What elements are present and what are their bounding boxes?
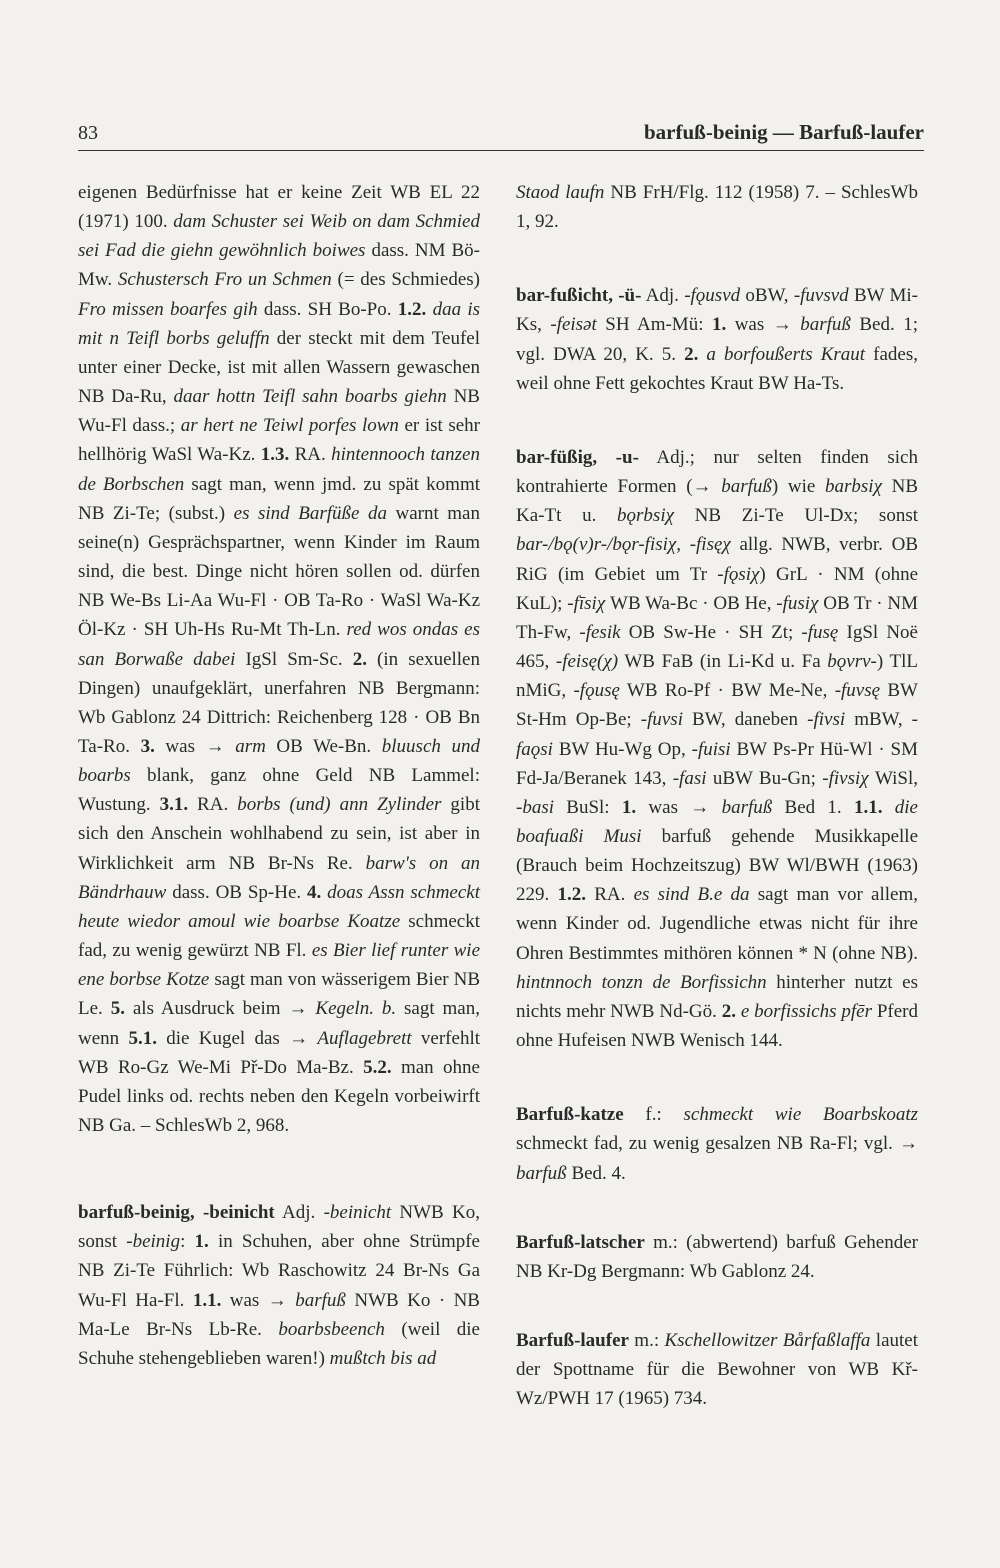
sense-number: 1.1. xyxy=(192,1289,222,1311)
text-run: oBW, xyxy=(740,285,794,307)
page-header xyxy=(78,120,924,151)
italic-run: -fuvsi xyxy=(640,709,683,731)
text-run: OB Sw-He · SH Zt; xyxy=(620,621,802,643)
text-run: er ist sehr hellhörig WaSl Wa-Kz. xyxy=(78,415,480,466)
sense-number: 3. xyxy=(140,735,155,757)
italic-run: Fro missen boarfes gih xyxy=(78,298,258,320)
italic-run: -fīsiχ xyxy=(567,592,606,614)
text-run: dass. OB Sp-He. xyxy=(166,881,308,903)
text-run: NB FrH/Flg. 112 (1958) 7. – SchlesWb 1, 92. xyxy=(516,182,918,233)
italic-run: dam Schuster sei Weib on dam Schmied sei Fad die giehn gewöhnlich boiwes xyxy=(78,211,480,262)
italic-run: barfuß xyxy=(721,476,772,498)
sense-number: 1.3. xyxy=(260,444,290,466)
italic-run: mußtch bis ad xyxy=(329,1347,437,1369)
italic-run: -fǫusę xyxy=(573,680,620,702)
italic-run: -beinig xyxy=(126,1231,181,1253)
text-run: Adj. xyxy=(274,1202,324,1224)
text-run: NWB Ko, sonst xyxy=(78,1202,480,1253)
text-run: was → xyxy=(726,314,801,336)
sense-number: 5.1. xyxy=(128,1027,157,1049)
italic-run: red wos ondas es san Borwaße dabei xyxy=(78,619,480,670)
text-run: warnt man seine(n) Gesprächspartner, wenn Kinder im Raum sind, die best. Dinge nicht hören sollen od. dürfen NB We-Bs Li-Aa Wu-Fl · OB Ta-Ro · WaSl Wa-Kz Öl-Kz · SH Uh-Hs Ru-Mt Th-Ln. xyxy=(78,502,480,641)
entry-continuation-right xyxy=(516,178,918,236)
entry-barfuss-latscher xyxy=(516,1228,918,1286)
italic-run: es Bier lief runter wie ene borbse Kotze xyxy=(78,940,480,991)
text-run: Bed. 1; vgl. DWA 20, K. 5. xyxy=(516,314,918,365)
italic-run: bluusch und boarbs xyxy=(78,735,480,787)
text-run: BW St-Hm Op-Be; xyxy=(516,680,918,731)
text-run: Adj.; nur selten finden sich kontrahierte Formen (→ xyxy=(516,446,918,498)
italic-run: bar-/bǫ(v)r-/bǫr-fisiχ, -fisęχ xyxy=(516,534,731,556)
italic-run: doas Assn schmeckt heute wiedor amoul wie boarbse Koatze xyxy=(78,881,481,932)
italic-run: schmeckt wie Boarbskoatz xyxy=(683,1104,918,1126)
italic-run: barbsiχ xyxy=(825,476,882,498)
text-run: schmeckt fad, zu wenig gewürzt NB Fl. xyxy=(78,910,480,962)
italic-run: -fǫusvd xyxy=(684,285,741,307)
text-run: sagt man, wenn jmd. zu spät kommt NB Zi-Te; (subst.) xyxy=(78,473,480,524)
sense-number: 3.1. xyxy=(159,794,189,816)
text-run: verfehlt WB Ro-Gz We-Mi Př-Do Ma-Bz. xyxy=(78,1027,481,1078)
italic-run: -fǫsiχ xyxy=(717,563,760,585)
italic-run: e borfissichs pfēr xyxy=(740,1000,872,1022)
text-run: OB Tr · NM Th-Fw, xyxy=(516,592,918,643)
text-run: IgSl Sm-Sc. xyxy=(235,648,353,670)
text-run: BW Ps-Pr Hü-Wl · SM Fd-Ja/Beranek 143, xyxy=(516,738,918,789)
text-run: WiSl, xyxy=(868,767,919,789)
italic-run: -fusę xyxy=(801,621,839,643)
italic-run: es sind Barfüße da xyxy=(233,502,387,524)
italic-run: bǫrbsiχ xyxy=(617,505,674,527)
headword: barfuß-beinig, -beinicht xyxy=(78,1202,275,1224)
text-run: BW Mi-Ks, xyxy=(516,285,918,336)
text-run: Bed. 4. xyxy=(566,1162,626,1184)
sense-number: 1.2. xyxy=(397,298,427,320)
sense-number: 5.2. xyxy=(363,1056,392,1078)
italic-run: bǫvrv- xyxy=(827,651,877,673)
italic-run: Kegeln. b. xyxy=(315,998,397,1020)
italic-run: Schustersch Fro un Schmen xyxy=(117,269,332,291)
italic-run: barfuß xyxy=(295,1289,346,1311)
text-run: fades, weil ohne Fett gekochtes Kraut BW Ha-Ts. xyxy=(516,343,918,394)
text-run: (in sexuellen Dingen) unaufgeklärt, unerfahren NB Bergmann: Wb Gablonz 24 Dittrich: Reichenberg 128 · OB Bn Ta-Ro. xyxy=(78,648,480,757)
text-run: dass. SH Bo-Po. xyxy=(257,298,398,320)
italic-run: ar hert ne Teiwl porfes lown xyxy=(180,415,399,437)
text-run: IgSl Noë 465, xyxy=(516,621,918,673)
text-run: lautet der Spottname für die Bewohner von WB Kř-Wz/PWH 17 (1965) 734. xyxy=(516,1330,919,1410)
running-head: barfuß-beinig — Barfuß-laufer xyxy=(643,120,924,144)
text-run: BW, daneben xyxy=(682,709,808,731)
text-run: ) TlL nMiG, xyxy=(516,651,918,702)
text-run: sagt man vor allem, wenn Kinder od. Jugendliche etwas nicht für ihre Ohren Bestimmtes mithören können * N (ohne NB). xyxy=(516,884,918,964)
text-run: was → xyxy=(636,796,722,818)
italic-run: borbs (und) ann Zylinder xyxy=(237,794,442,816)
text-run: die Kugel das → xyxy=(156,1027,318,1049)
text-run: SH Am-Mü: xyxy=(596,314,712,336)
text-run: allg. NWB, verbr. OB RiG (im Gebiet um Tr xyxy=(516,534,918,585)
text-run: RA. xyxy=(188,794,238,816)
text-run: m.: (abwertend) barfuß Gehender NB Kr-Dg Bergmann: Wb Gablonz 24. xyxy=(516,1231,918,1282)
text-run: ) GrL · NM (ohne KuL); xyxy=(516,563,918,614)
italic-run: -fivsi xyxy=(807,709,846,731)
text-run: Pferd ohne Hufeisen NWB Wenisch 144. xyxy=(516,1000,919,1052)
text-run: RA. xyxy=(585,884,634,906)
sense-number: 5. xyxy=(110,998,125,1020)
text-run: NB Ka-Tt u. xyxy=(516,476,918,527)
text-run: als Ausdruck beim → xyxy=(124,998,316,1020)
text-run: blank, ganz ohne Geld NB Lammel: Wustung. xyxy=(78,765,480,816)
sense-number: 1. xyxy=(621,796,637,818)
italic-run: -fivsiχ xyxy=(822,767,869,789)
entry-bar-fuessig xyxy=(516,443,918,1055)
italic-run: -feisę(χ) xyxy=(555,651,619,673)
sense-number: 1.2. xyxy=(557,884,586,906)
text-run: schmeckt fad, zu wenig gesalzen NB Ra-Fl; vgl. → xyxy=(516,1133,918,1155)
text-run: WB Wa-Bc · OB He, xyxy=(605,592,777,614)
sense-number: 2. xyxy=(684,343,699,365)
text-run: man ohne Pudel links od. rechts neben den Kegeln vorbeiwirft NB Ga. – SchlesWb 2, 968. xyxy=(78,1056,480,1136)
text-run: uBW Bu-Gn; xyxy=(706,767,823,789)
italic-run: barw's on an Bändrhauw xyxy=(78,852,480,903)
text-run: ) wie xyxy=(771,476,825,498)
italic-run: Staod laufn xyxy=(516,182,605,203)
left-column xyxy=(78,178,480,1373)
sense-number: 1.1. xyxy=(853,796,883,818)
italic-run: barfuß xyxy=(516,1162,567,1184)
text-run: BuSl: xyxy=(554,796,622,818)
right-column xyxy=(516,178,918,1413)
italic-run: hintennooch tanzen de Borbschen xyxy=(78,444,480,495)
italic-run: Auflagebrett xyxy=(317,1027,412,1049)
italic-run: barfuß xyxy=(721,796,773,818)
text-run xyxy=(882,797,894,818)
text-run: was → xyxy=(154,735,236,757)
text-run: barfuß gehende Musikkapelle (Brauch beim Hochzeitszug) BW Wl/BWH (1963) 229. xyxy=(516,825,918,906)
sense-number: 2. xyxy=(721,1000,736,1022)
text-run: RA. xyxy=(289,444,332,466)
text-run: mBW, xyxy=(845,709,912,731)
italic-run: -fuvsvd xyxy=(793,285,849,307)
text-run: sagt man von wässerigem Bier NB Le. xyxy=(78,969,480,1020)
italic-run: -beinicht xyxy=(323,1202,392,1224)
text-run: (weil die Schuhe stehengeblieben waren!) xyxy=(78,1318,480,1369)
headword: Barfuß-laufer xyxy=(516,1330,629,1351)
italic-run: -basi xyxy=(516,796,554,818)
italic-run: daar hottn Teifl sahn boarbs giehn xyxy=(173,386,447,408)
text-run: was → xyxy=(221,1289,296,1311)
italic-run: barfuß xyxy=(800,314,851,336)
italic-run: -fesik xyxy=(579,621,621,643)
sense-number: 1. xyxy=(194,1231,209,1253)
text-run: WB FaB (in Li-Kd u. Fa xyxy=(618,651,828,673)
text-run: OB We-Bn. xyxy=(265,735,382,757)
entry-barfuss-beinig xyxy=(78,1198,480,1373)
text-run: Bed 1. xyxy=(772,796,854,818)
text-run: NB Wu-Fl dass.; xyxy=(78,386,480,437)
text-run: : xyxy=(180,1231,195,1253)
italic-run: arm xyxy=(235,735,266,757)
headword: Barfuß-katze xyxy=(516,1104,624,1126)
headword: bar-füßig, -u- xyxy=(516,446,639,468)
entry-barfuss-katze xyxy=(516,1100,918,1187)
entry-barfuss-laufer xyxy=(516,1326,918,1413)
text-run: WB Ro-Pf · BW Me-Ne, xyxy=(619,680,835,702)
sense-number: 1. xyxy=(711,314,727,336)
text-run: f.: xyxy=(623,1104,684,1126)
text-run: NB Zi-Te Ul-Dx; sonst xyxy=(673,505,918,527)
text-run: NWB Ko · NB Ma-Le Br-Ns Lb-Re. xyxy=(78,1289,480,1340)
text-run: in Schuhen, aber ohne Strümpfe NB Zi-Te Führlich: Wb Raschowitz 24 Br-Ns Ga Wu-Fl Ha-Fl. xyxy=(78,1231,480,1311)
italic-run: die boafuaßi Musi xyxy=(516,796,918,847)
headword: bar-fußicht, -ü- xyxy=(516,285,642,307)
text-run: eigenen Bedürfnisse hat er keine Zeit WB EL 22 (1971) 100. xyxy=(78,182,480,233)
italic-run: daa is mit n Teifl borbs geluffn xyxy=(78,298,481,349)
text-run: BW Hu-Wg Op, xyxy=(552,738,692,760)
page-number: 83 xyxy=(78,122,98,144)
sense-number: 2. xyxy=(352,648,367,670)
italic-run: boarbsbeench xyxy=(278,1318,385,1340)
text-run: dass. NM Bö-Mw. xyxy=(78,240,480,291)
text-run: m.: xyxy=(628,1330,665,1351)
italic-run: a borfoußerts Kraut xyxy=(706,343,866,365)
italic-run: es sind B.e da xyxy=(633,884,750,906)
text-run: gibt sich den Anschein wohlhabend zu sein, ist aber in Wirklichkeit arm NB Br-Ns Re. xyxy=(78,794,480,874)
italic-run: -fusiχ xyxy=(776,592,819,614)
italic-run: -faǫsi xyxy=(516,709,918,760)
sense-number: 4. xyxy=(307,881,322,903)
italic-run: -fuisi xyxy=(691,738,731,760)
italic-run: Kschellowitzer Bårfaßlaffa xyxy=(664,1330,871,1351)
text-run: (= des Schmiedes) xyxy=(331,269,480,291)
italic-run: -fasi xyxy=(672,767,707,789)
italic-run: hintnnoch tonzn de Borfissichn xyxy=(516,971,767,993)
entry-bar-fussicht xyxy=(516,281,918,398)
italic-run: -fuvsę xyxy=(834,680,881,702)
text-run: hinterher nutzt es nichts mehr NWB Nd-Gö. xyxy=(516,971,918,1022)
italic-run: -feisət xyxy=(550,314,597,336)
text-run: Adj. xyxy=(641,285,685,307)
text-run: der steckt mit dem Teufel unter einer Decke, ist mit allen Wassern gewaschen NB Da-Ru, xyxy=(78,327,480,408)
entry-barfuss-continuation xyxy=(78,178,480,1140)
text-run: sagt man, wenn xyxy=(78,998,480,1049)
headword: Barfuß-latscher xyxy=(516,1231,645,1253)
